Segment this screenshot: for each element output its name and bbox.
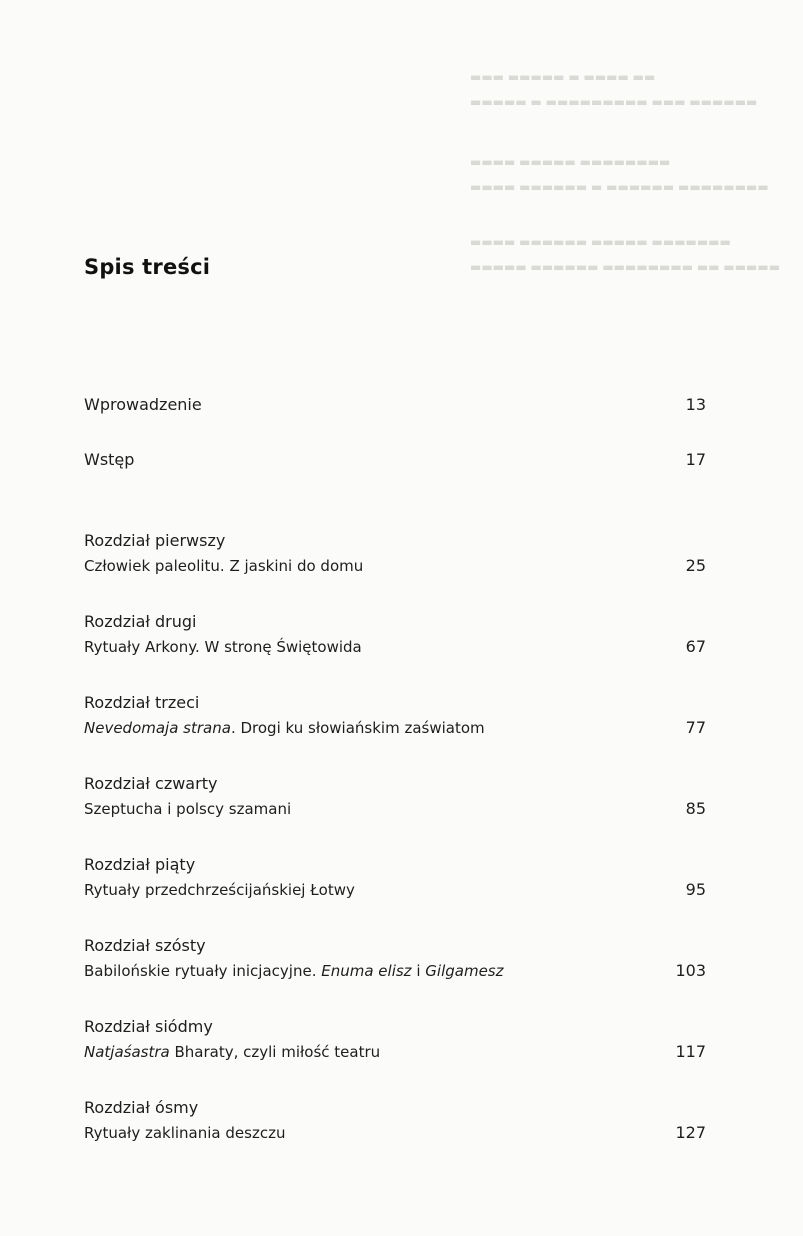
- entry-title: Wstęp: [84, 450, 135, 469]
- toc-chapter: [84, 531, 706, 575]
- chapter-title-rest: Bharaty, czyli miłość teatru: [169, 1043, 381, 1061]
- toc-chapter: [84, 693, 706, 737]
- chapter-title-part: Babilońskie rytuały inicjacyjne.: [84, 962, 322, 980]
- toc-chapter: [84, 1098, 706, 1142]
- show-through-text: ▬▬▬▬ ▬▬▬▬▬▬ ▬▬▬▬▬ ▬▬▬▬▬▬▬: [470, 235, 731, 249]
- page-title: Spis treści: [84, 255, 211, 279]
- page-number: 13: [685, 395, 706, 414]
- show-through-text: ▬▬▬▬▬ ▬ ▬▬▬▬▬▬▬▬▬ ▬▬▬ ▬▬▬▬▬▬: [470, 95, 758, 109]
- page-number: 17: [685, 450, 706, 469]
- show-through-text: ▬▬▬▬ ▬▬▬▬▬▬ ▬ ▬▬▬▬▬▬ ▬▬▬▬▬▬▬▬: [470, 180, 769, 194]
- show-through-text: ▬▬▬ ▬▬▬▬▬ ▬ ▬▬▬▬ ▬▬: [470, 70, 656, 84]
- toc-chapter: [84, 1017, 706, 1061]
- page-number: 117: [675, 1042, 706, 1061]
- page-number: 25: [685, 556, 706, 575]
- toc-chapter: [84, 774, 706, 818]
- chapter-label: Rozdział drugi: [84, 612, 197, 631]
- chapter-label: Rozdział trzeci: [84, 693, 200, 712]
- chapter-title: [84, 719, 485, 737]
- toc-chapter: [84, 855, 706, 899]
- toc-entry: [84, 450, 706, 469]
- chapter-title: Rytuały zaklinania deszczu: [84, 1124, 286, 1142]
- chapter-title-italic: Nevedomaja strana: [84, 719, 231, 737]
- chapter-title-italic: Enuma elisz: [321, 962, 412, 980]
- chapter-title: Szeptucha i polscy szamani: [84, 800, 292, 818]
- chapter-title-part: i: [411, 962, 426, 980]
- page-number: 67: [685, 637, 706, 656]
- show-through-text: ▬▬▬▬ ▬▬▬▬▬ ▬▬▬▬▬▬▬▬: [470, 155, 671, 169]
- toc-entry: [84, 395, 706, 414]
- page-number: 77: [685, 718, 706, 737]
- toc-chapter: [84, 936, 706, 980]
- chapter-label: Rozdział piąty: [84, 855, 196, 874]
- page-number: 127: [675, 1123, 706, 1142]
- page-number: 103: [675, 961, 706, 980]
- chapter-title: [84, 1043, 380, 1061]
- chapter-label: Rozdział szósty: [84, 936, 206, 955]
- entry-title: Wprowadzenie: [84, 395, 202, 414]
- chapter-title: Rytuały Arkony. W stronę Świętowida: [84, 638, 362, 656]
- chapter-title-italic: Gilgamesz: [425, 962, 504, 980]
- chapter-label: Rozdział czwarty: [84, 774, 218, 793]
- chapter-title-italic: Natjaśastra: [84, 1043, 170, 1061]
- toc-chapter: [84, 612, 706, 656]
- chapter-title: Człowiek paleolitu. Z jaskini do domu: [84, 557, 364, 575]
- chapter-title-rest: . Drogi ku słowiańskim zaświatom: [230, 719, 485, 737]
- chapter-label: Rozdział siódmy: [84, 1017, 213, 1036]
- chapter-label: Rozdział ósmy: [84, 1098, 199, 1117]
- show-through-text: ▬▬▬▬▬ ▬▬▬▬▬▬ ▬▬▬▬▬▬▬▬ ▬▬ ▬▬▬▬▬: [470, 260, 781, 274]
- chapter-title: Rytuały przedchrześcijańskiej Łotwy: [84, 881, 355, 899]
- chapter-label: Rozdział pierwszy: [84, 531, 226, 550]
- page-number: 95: [685, 880, 706, 899]
- page-number: 85: [685, 799, 706, 818]
- chapter-title: [84, 962, 503, 980]
